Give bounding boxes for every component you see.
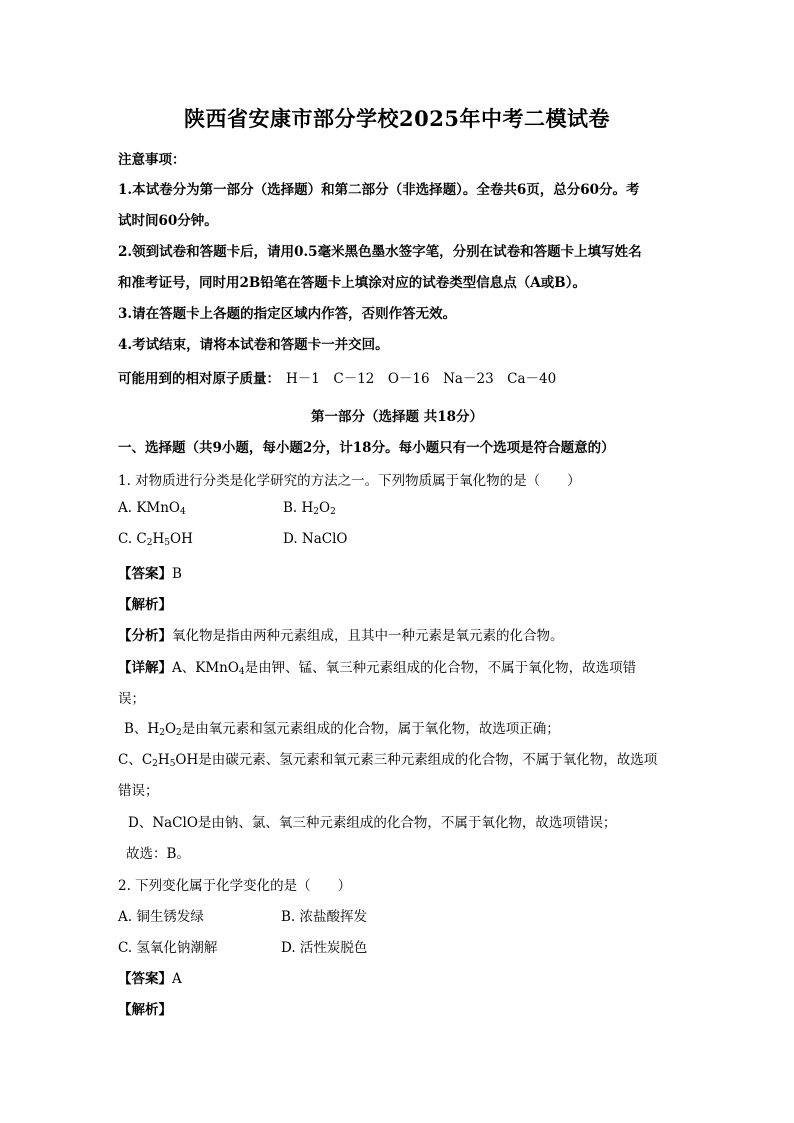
notice-item-3: 3.请在答题卡上各题的指定区域内作答，否则作答无效。 (118, 306, 457, 322)
q1-detail-a-cont: 误； (118, 691, 145, 707)
q2-analysis-label: 【解析】 (118, 1002, 172, 1018)
q1-detail-a: 【详解】A、KMnO$_4$是由钾、锰、氧三种元素组成的化合物，不属于氧化物，故选项错 (118, 660, 637, 677)
q1-option-c: C. $C_2H_5OH$ (118, 531, 193, 548)
q2-answer: 【答案】A (118, 971, 182, 987)
q2-stem: 2. 下列变化属于化学变化的是（ ） (118, 878, 352, 894)
q1-stem: 1. 对物质进行分类是化学研究的方法之一。下列物质属于氧化物的是（ ） (118, 473, 581, 489)
notice-item-4: 4.考试结束，请将本试卷和答题卡一并交回。 (118, 337, 389, 353)
notice-item-1-line-2: 试时间60分钟。 (118, 213, 218, 229)
q1-detail-c-cont: 错误； (118, 783, 159, 799)
exam-title: 陕西省安康市部分学校2025年中考二模试卷 (184, 106, 610, 131)
q1-analysis-label: 【解析】 (118, 597, 172, 613)
q1-detail-b: B、$H_2O_2$是由氧元素和氢元素组成的化合物，属于氧化物，故选项正确； (124, 721, 560, 738)
notice-item-1-line-1: 1.本试卷分为第一部分（选择题）和第二部分（非选择题）。全卷共6页，总分60分。考 (118, 182, 640, 198)
atomic-mass-label: 可能用到的相对原子质量： (118, 371, 280, 387)
notice-heading: 注意事项： (118, 152, 186, 168)
q1-detail-d: D、NaClO是由钠、氯、氧三种元素组成的化合物，不属于氧化物，故选项错误； (128, 815, 617, 831)
atomic-mass-line (118, 367, 556, 387)
notice-item-2-line-1: 2.领到试卷和答题卡后，请用0.5毫米黑色墨水签字笔，分别在试卷和答题卡上填写姓名 (118, 244, 642, 260)
q1-conclusion: 故选：B。 (126, 846, 190, 862)
atomic-mass-values: H－1 C－12 O－16 Na－23 Ca－40 (286, 371, 557, 387)
q2-option-b: B. 浓盐酸挥发 (281, 909, 368, 925)
q1-option-a: A. KMnO$_4$ (118, 500, 186, 517)
q2-option-d: D. 活性炭脱色 (281, 940, 368, 956)
section1-heading: 一、选择题（共9小题，每小题2分，计18分。每小题只有一个选项是符合题意的） (118, 440, 615, 456)
q1-fenxi: 【分析】氧化物是指由两种元素组成，且其中一种元素是氧元素的化合物。 (118, 628, 564, 644)
q1-option-d: D. NaClO (283, 531, 348, 547)
q2-option-c: C. 氢氧化钠潮解 (118, 940, 218, 956)
notice-item-2-line-2: 和准考证号，同时用2B铅笔在答题卡上填涂对应的试卷类型信息点（A或B）。 (118, 275, 586, 291)
q2-option-a: A. 铜生锈发绿 (118, 909, 204, 925)
q1-option-b: B. $H_2O_2$ (283, 500, 336, 517)
q1-answer: 【答案】B (118, 566, 182, 582)
q1-detail-c: C、$C_2H_5OH$是由碳元素、氢元素和氧元素三种元素组成的化合物，不属于氧化物，故选项 (118, 752, 658, 769)
part1-heading: 第一部分（选择题 共18分） (311, 409, 483, 425)
